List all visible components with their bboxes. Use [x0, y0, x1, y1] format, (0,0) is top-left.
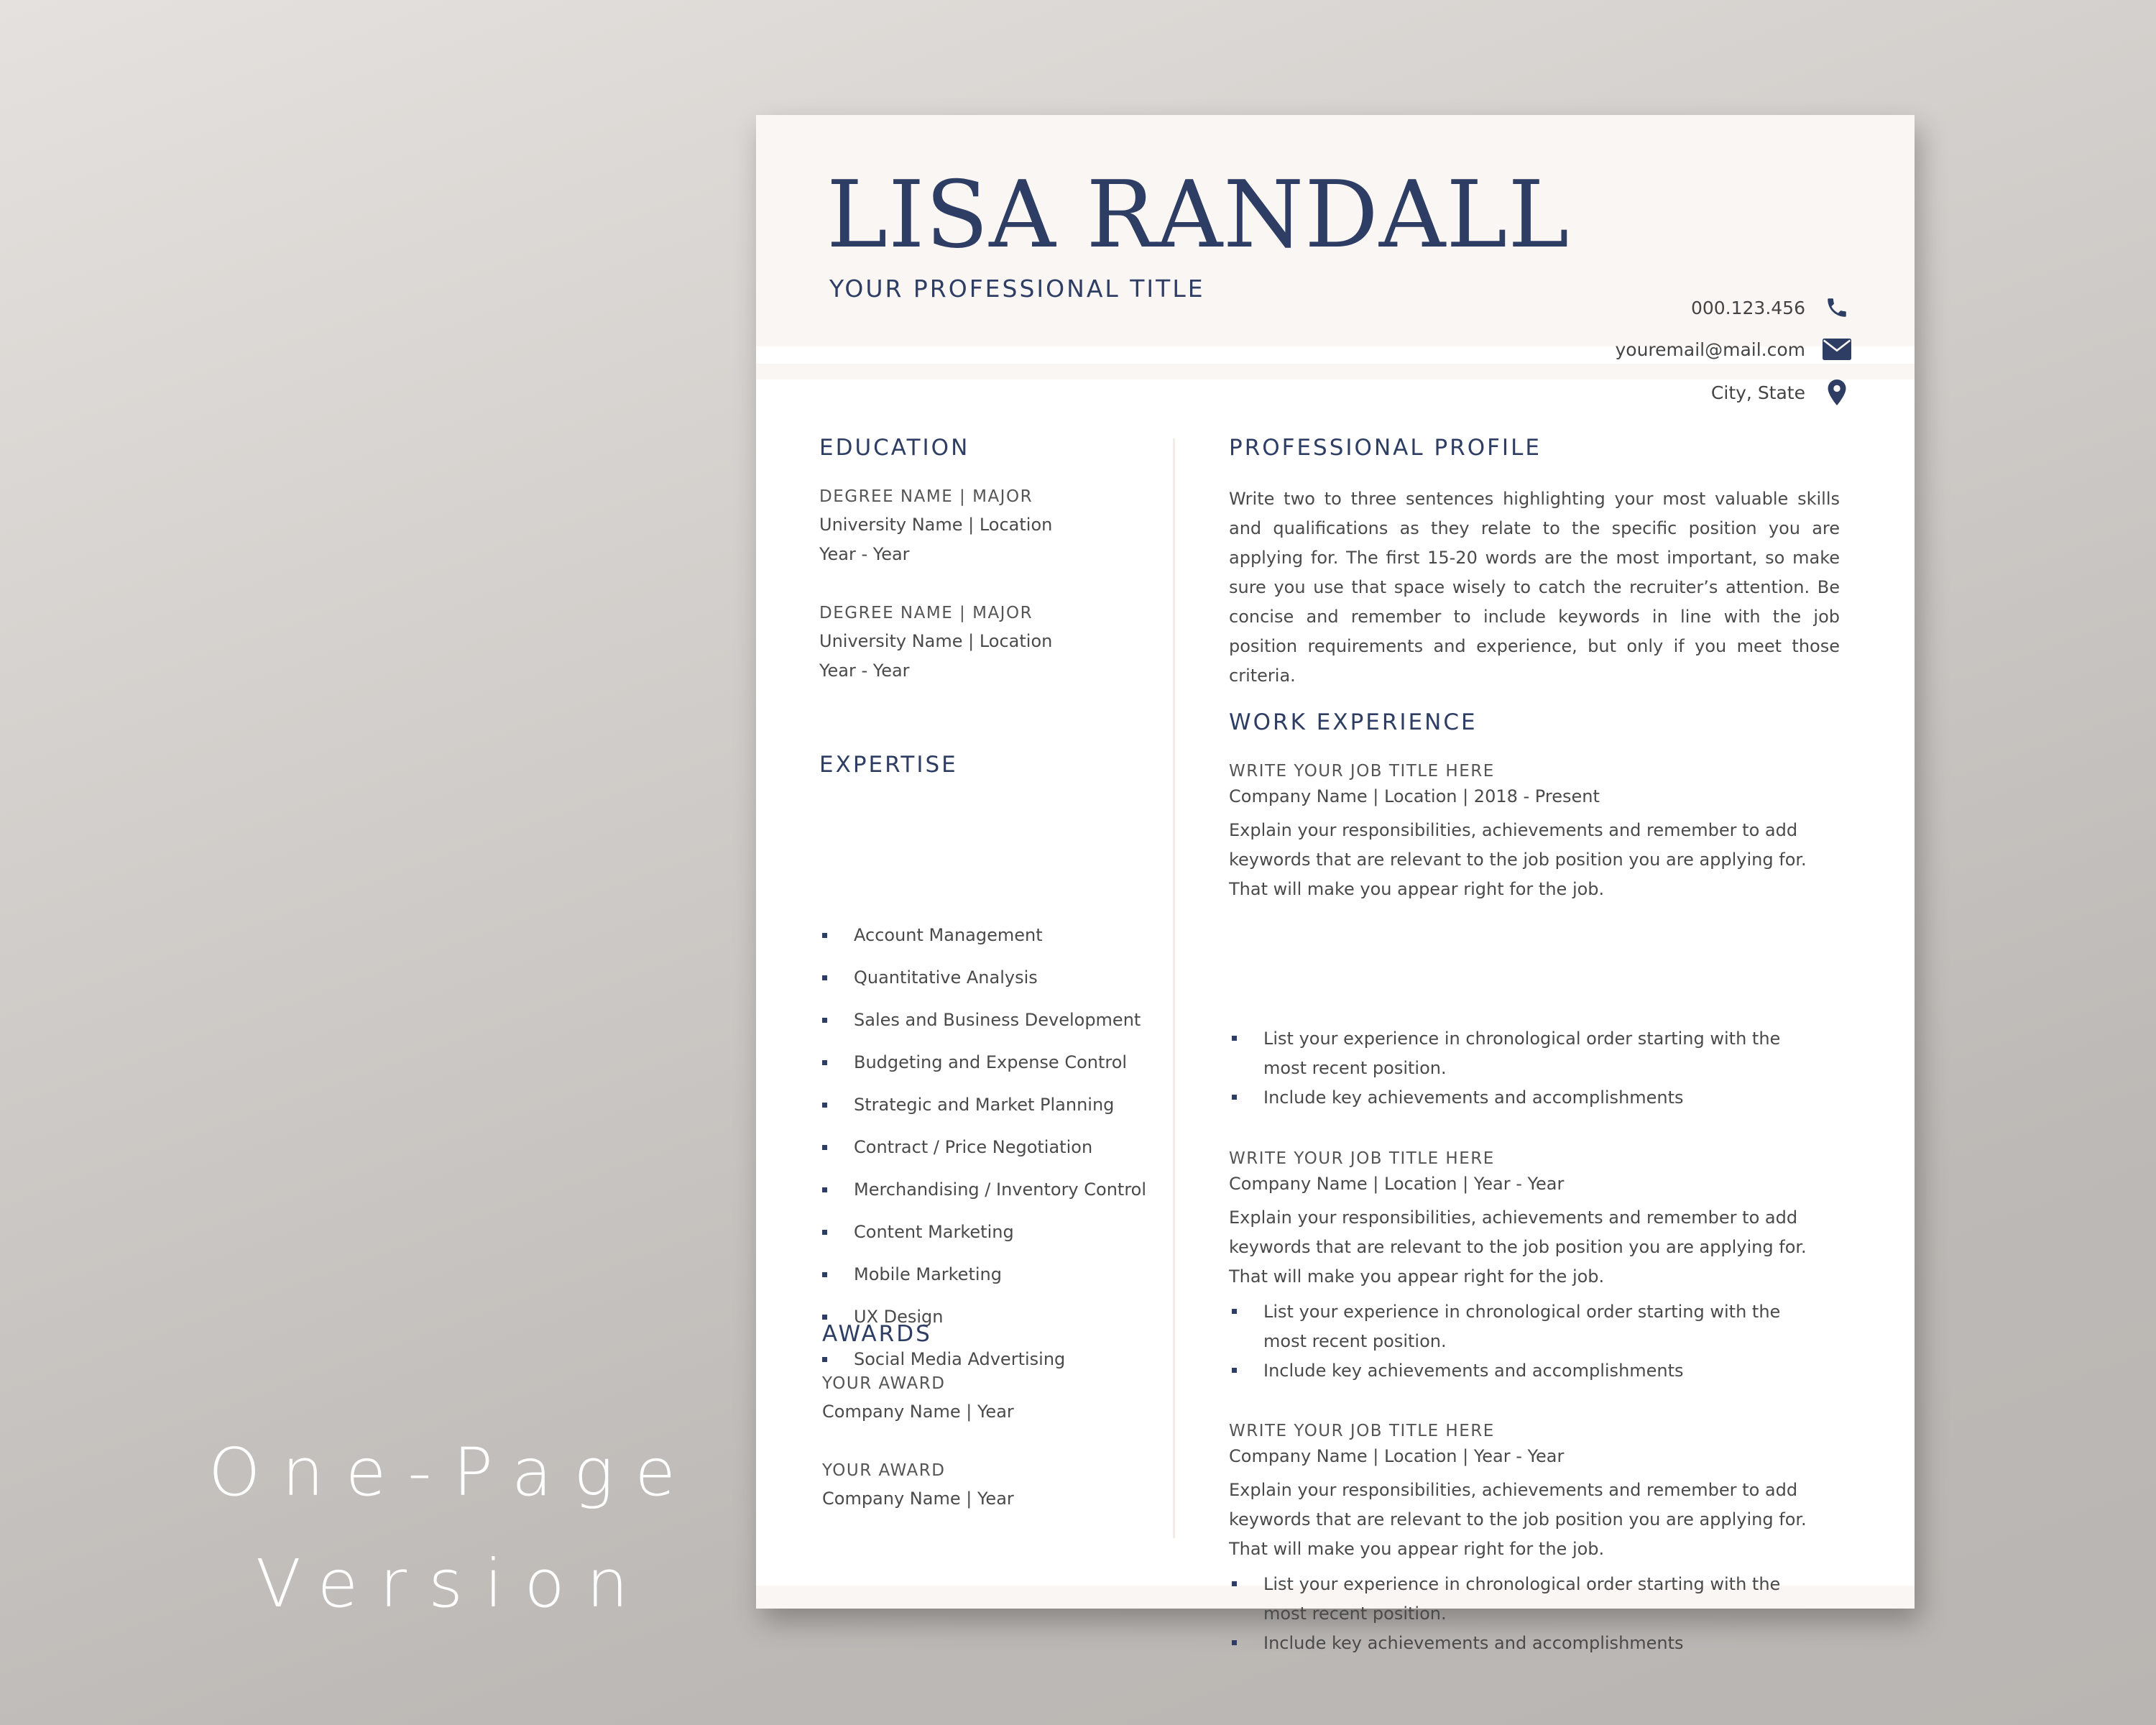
profile-text: Write two to three sentences highlighting your most valuable skills and qualifications as they relate to the specific position you are applying for. The first 15-20 words are the most important, so make sure you use that space wisely to catch the recruiter’s attention. Be concise and remember to include keywords in line with the job position requirements and experience, but only if you meet those criteria.	[1229, 489, 1840, 686]
job-company: Company Name | Location | 2018 - Present	[1229, 786, 1600, 806]
education-school: University Name | Location	[819, 631, 1053, 651]
expertise-item: Account Management	[819, 921, 1146, 964]
map-pin-icon	[1823, 378, 1851, 407]
column-divider	[1173, 438, 1175, 1538]
experience-heading: WORK EXPERIENCE	[1229, 709, 1478, 735]
expertise-item: Sales and Business Development	[819, 1006, 1146, 1049]
email-text: youremail@mail.com	[1615, 339, 1805, 360]
awards-heading: AWARDS	[822, 1321, 932, 1347]
award-title: YOUR AWARD	[822, 1374, 946, 1393]
contact-email	[1615, 335, 1851, 364]
expertise-item: Content Marketing	[819, 1218, 1146, 1261]
contact-phone	[1691, 293, 1851, 322]
location-text: City, State	[1710, 382, 1805, 403]
expertise-item: Contract / Price Negotiation	[819, 1133, 1146, 1176]
header-divider-band	[756, 364, 1915, 380]
caption-line-2: Version	[255, 1545, 650, 1622]
job-bullet: Include key achievements and accomplishments	[1229, 1629, 1804, 1658]
job-bullet: Include key achievements and accomplishments	[1229, 1356, 1804, 1386]
job-description: Explain your responsibilities, achievements and remember to add keywords that are relevant to the job position you are applying for. That will make you appear right for the job.	[1229, 820, 1807, 899]
caption-line-1: One-Page	[208, 1434, 698, 1511]
education-degree: DEGREE NAME | MAJOR	[819, 487, 1033, 506]
job-title: WRITE YOUR JOB TITLE HERE	[1229, 762, 1495, 781]
education-heading: EDUCATION	[819, 435, 970, 461]
professional-title: YOUR PROFESSIONAL TITLE	[829, 275, 1205, 303]
expertise-item: Social Media Advertising	[819, 1346, 1146, 1388]
expertise-heading: EXPERTISE	[819, 752, 958, 778]
education-years: Year - Year	[819, 544, 910, 564]
job-company: Company Name | Location | Year - Year	[1229, 1446, 1565, 1466]
education-school: University Name | Location	[819, 515, 1053, 535]
expertise-item: Budgeting and Expense Control	[819, 1049, 1146, 1091]
expertise-item: Quantitative Analysis	[819, 964, 1146, 1006]
job-description: Explain your responsibilities, achievements and remember to add keywords that are relevant to the job position you are applying for. That will make you appear right for the job.	[1229, 1480, 1807, 1559]
award-detail: Company Name | Year	[822, 1402, 1014, 1422]
job-bullet: List your experience in chronological order starting with the most recent position.	[1229, 1024, 1804, 1083]
job-bullet: List your experience in chronological order starting with the most recent position.	[1229, 1570, 1804, 1629]
contact-location	[1711, 378, 1851, 407]
phone-icon	[1823, 293, 1851, 322]
phone-text: 000.123.456	[1690, 297, 1805, 318]
resume-page	[756, 115, 1915, 1653]
education-degree: DEGREE NAME | MAJOR	[819, 604, 1033, 622]
expertise-item: Strategic and Market Planning	[819, 1091, 1146, 1133]
job-title: WRITE YOUR JOB TITLE HERE	[1229, 1149, 1495, 1168]
resume-name: LISA RANDALL	[826, 162, 1570, 269]
job-bullet: Include key achievements and accomplishments	[1229, 1083, 1804, 1113]
job-bullet: List your experience in chronological order starting with the most recent position.	[1229, 1297, 1804, 1356]
envelope-icon	[1823, 335, 1851, 364]
job-description: Explain your responsibilities, achievements and remember to add keywords that are relevant to the job position you are applying for. That will make you appear right for the job.	[1229, 1208, 1807, 1287]
expertise-list	[819, 921, 1146, 1388]
expertise-item: Merchandising / Inventory Control	[819, 1176, 1146, 1218]
education-years: Year - Year	[819, 661, 910, 681]
expertise-item: Mobile Marketing	[819, 1261, 1146, 1303]
expertise-item: UX Design	[819, 1303, 1146, 1346]
award-detail: Company Name | Year	[822, 1489, 1014, 1509]
job-title: WRITE YOUR JOB TITLE HERE	[1229, 1422, 1495, 1440]
award-title: YOUR AWARD	[822, 1461, 946, 1480]
profile-heading: PROFESSIONAL PROFILE	[1229, 435, 1542, 461]
job-company: Company Name | Location | Year - Year	[1229, 1174, 1565, 1194]
